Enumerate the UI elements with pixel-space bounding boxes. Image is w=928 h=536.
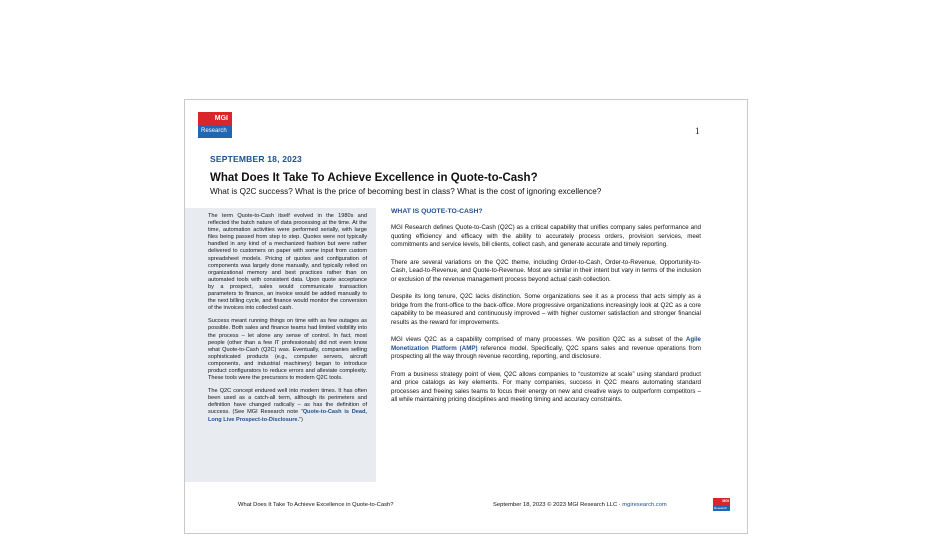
logo-bottom-text: Research [201,128,227,134]
main-p4-end: reference model. Specifically, Q2C spans sales and revenue operations from prospecting all the way through revenue recording, reporting, and disclosure. [391,344,701,360]
sidebar-paragraph-3 [208,388,367,423]
main-paragraph-4 [391,336,701,362]
sidebar-panel [185,208,376,482]
document-page [184,99,748,534]
footer-copyright [493,502,667,508]
document-title: What Does It Take To Achieve Excellence in Quote-to-Cash? [210,172,538,184]
logo-top-text: MGI [198,112,232,125]
main-paragraph-3: Despite its long tenure, Q2C lacks distinction. Some organizations see it as a process that acts simply as a bridge from the front-office to the back-office. More progressive organizations increasingly look at Q2C as a core capability to be measured and continuously improved – with higher customer satisfaction and stronger financial results as the reward for improvements. [391,293,701,326]
publication-date: SEPTEMBER 18, 2023 [210,154,302,164]
mgi-logo [198,112,232,138]
main-paragraph-2: There are several variations on the Q2C theme, including Order-to-Cash, Order-to-Revenue, Opportunity-to-Cash, Lead-to-Revenue, and Quote-to-Revenue. Most are similar in their intent but vary in terms of the inclusion or exclusion of the revenue management process beyond actual cash collection. [391,258,701,283]
footer-logo-top: MGI [713,498,730,505]
footer-title: What Does It Take To Achieve Excellence in Quote-to-Cash? [238,502,394,508]
footer-mgi-logo [713,498,730,511]
sidebar-p3-text: The Q2C concept endured well into modern times. It has often been used as a catch-all term, although its perimeters and definition have changed radically – as has the definition of success. (See MGI Research note “ [208,388,367,416]
section-heading: WHAT IS QUOTE-TO-CASH? [391,208,483,215]
amp-link[interactable]: Agile Monetization Platform (AMP) [391,336,701,352]
main-column [391,208,701,414]
footer-copyright-text: September 18, 2023 © 2023 MGI Research LLC · [493,502,623,508]
research-note-link[interactable]: Quote-to-Cash is Dead, Long Live Prospect-to-Disclosure. [208,409,367,423]
page-number: 1 [695,126,700,136]
main-paragraph-1: MGI Research defines Quote-to-Cash (Q2C) as a critical capability that unifies company sales performance and quoting efficiency and efficacy with the ability to accurately process orders, provision services, meet commitments and service levels, bill clients, collect cash, and generate accurate and timely reporting. [391,224,701,248]
footer-logo-bottom: Research [714,505,727,510]
footer-site-link[interactable]: mgiresearch.com [622,502,667,508]
main-p4-start: MGI views Q2C as a capability comprised of many processes. We position Q2C as a subset of the [391,336,686,343]
sidebar-p3-end: ”) [299,416,303,423]
main-paragraph-5: From a business strategy point of view, Q2C allows companies to “customize at scale” using standard product and price catalogs as key elements. For many companies, success in Q2C means automating standard processes and freeing sales teams to focus their energy on new and creative ways to outperform competitors – all while maintaining pricing disciplines and meeting timing and accuracy constraints. [391,370,701,403]
document-subtitle: What is Q2C success? What is the price of becoming best in class? What is the cost of ignoring excellence? [210,187,602,196]
sidebar-paragraph-2: Success meant running things on time with as few outages as possible. Both sales and finance teams had limited visibility into the process – let alone any sense of control. In fact, most people (other than a few IT professionals) did not even know what Quote-to-Cash (Q2C) was. Eventually, companies selling sophisticated products (e.g., computer servers, aircraft components, and industrial machinery) began to introduce product configurators to reduce errors and alleviate complexity. These tools were the precursors to modern Q2C tools. [208,318,367,382]
sidebar-paragraph-1: The term Quote-to-Cash itself evolved in the 1980s and reflected the batch nature of data processing at the time. At the time, automation activities were performed serially, with large files being passed from step to step. Quotes were not typically handled in any kind of a mechanized fashion but were rather delivered to customers on paper with some input from custom spreadsheet models. Pricing of quotes and configuration of components was largely done manually, and typically relied on organizational memory and best practices rather than on automated tools with consistent data. Upon quote acceptance by a prospect, sales would communicate transaction parameters to finance, an invoice would be added manually to the next billing cycle, and finance would monitor the conversion of the invoices into collected cash. [208,213,367,312]
